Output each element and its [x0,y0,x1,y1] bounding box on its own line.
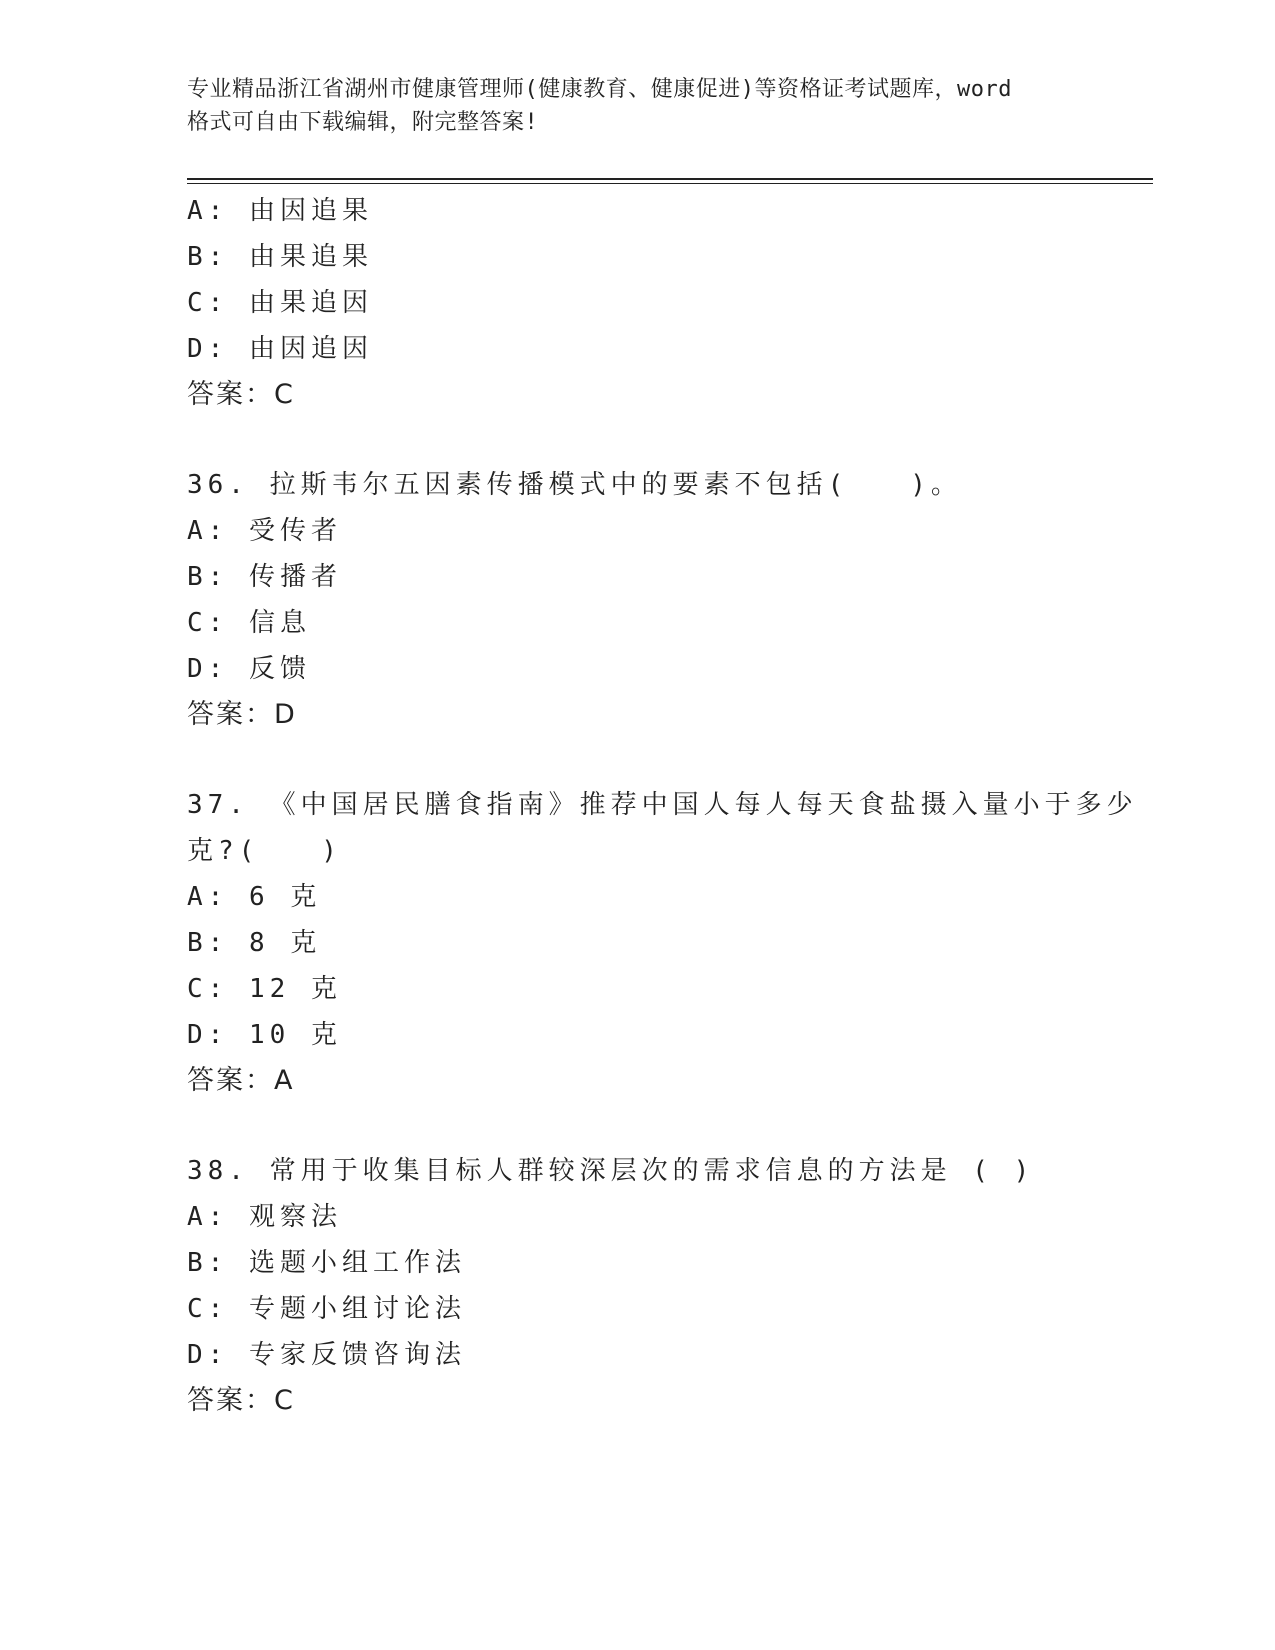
question-block [187,1148,1147,1424]
option-b: B: 8 克 [187,928,322,958]
option-c: C: 专题小组讨论法 [187,1294,466,1324]
option-a: A: 由因追果 [187,196,373,226]
header-line-2: 格式可自由下载编辑，附完整答案! [187,110,539,135]
option-b: B: 由果追果 [187,242,373,272]
option-b: B: 传播者 [187,562,342,592]
page-header [187,73,1087,139]
option-c: C: 信息 [187,608,311,638]
question-block [187,782,1147,1104]
option-c: C: 由果追因 [187,288,373,318]
option-a: A: 观察法 [187,1202,342,1232]
answer: 答案：A [187,1065,295,1096]
option-d: D: 10 克 [187,1020,342,1050]
header-line-1: 专业精品浙江省湖州市健康管理师(健康教育、健康促进)等资格证考试题库，word [187,77,1012,102]
option-d: D: 专家反馈咨询法 [187,1340,466,1370]
option-a: A: 6 克 [187,882,322,912]
header-divider-thin [187,183,1153,184]
answer: 答案：C [187,1385,295,1416]
question-text: 38. 常用于收集目标人群较深层次的需求信息的方法是 ( ) [187,1156,1035,1186]
option-d: D: 由因追因 [187,334,373,364]
question-list [187,188,1147,1424]
question-text: 36. 拉斯韦尔五因素传播模式中的要素不包括( )。 [187,470,962,500]
option-c: C: 12 克 [187,974,342,1004]
option-b: B: 选题小组工作法 [187,1248,466,1278]
question-text-cont: 克?( ) [187,836,342,866]
answer: 答案：D [187,699,297,730]
answer: 答案：C [187,379,295,410]
header-divider [187,178,1153,180]
option-d: D: 反馈 [187,654,311,684]
question-block [187,462,1147,738]
question-text: 37. 《中国居民膳食指南》推荐中国人每人每天食盐摄入量小于多少 [187,790,1138,820]
option-a: A: 受传者 [187,516,342,546]
question-block [187,188,1147,418]
